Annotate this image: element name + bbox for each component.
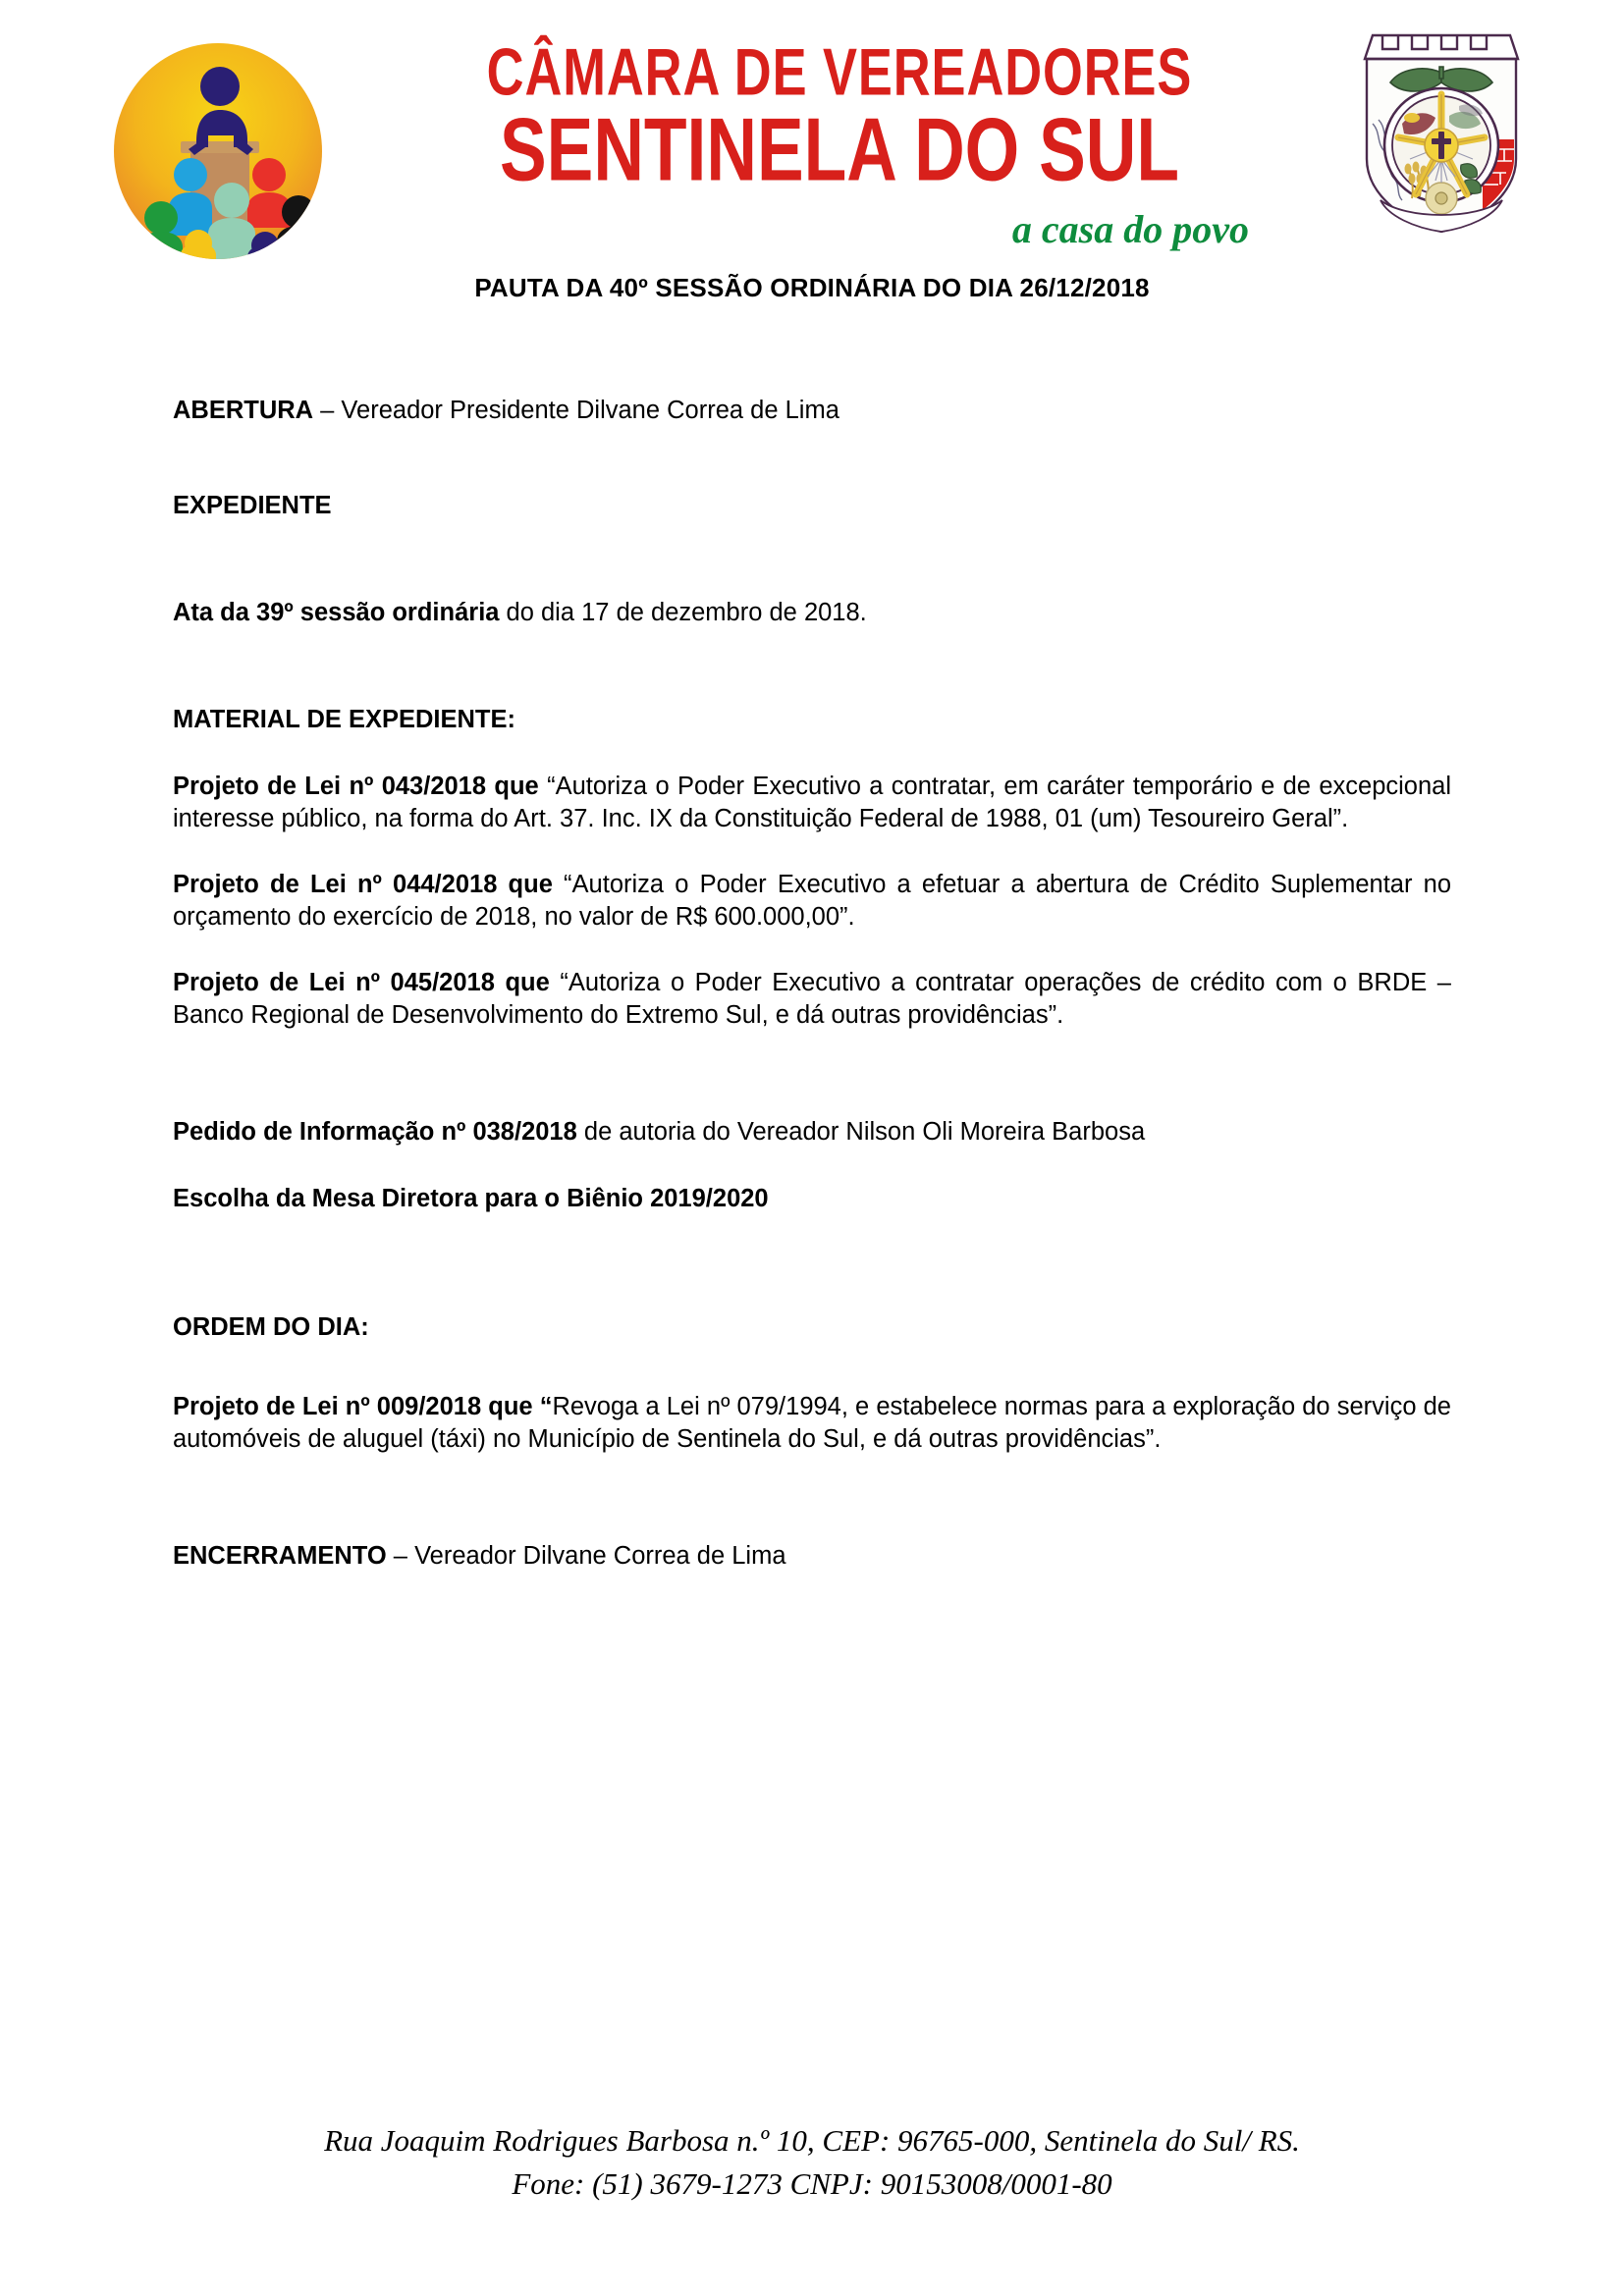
projeto-lei-045-text: “Autoriza o Poder Executivo a contratar operações de crédito com o BRDE – Banco Regional de Desenvolvimento do Extremo Sul, e dá outras providências”. <box>173 969 1451 1030</box>
document-footer <box>0 2119 1624 2206</box>
abertura-label: ABERTURA <box>173 397 314 424</box>
wordmark-line-camara: CÂMARA DE VEREADORES <box>486 35 1193 110</box>
encerramento-paragraph <box>173 1540 1451 1573</box>
projeto-lei-043-label: Projeto de Lei nº 043/2018 que <box>173 772 539 800</box>
projeto-lei-009 <box>173 1391 1451 1456</box>
ata-paragraph <box>173 597 1451 629</box>
pedido-informacao-038-text: de autoria do Vereador Nilson Oli Moreira Barbosa <box>576 1118 1146 1147</box>
projeto-lei-045 <box>173 967 1451 1032</box>
escolha-mesa-diretora <box>173 1183 1451 1215</box>
camara-logo-icon <box>86 26 350 259</box>
material-expediente-heading <box>173 704 1451 736</box>
encerramento-label: ENCERRAMENTO <box>173 1542 387 1571</box>
projeto-lei-043-text: “Autoriza o Poder Executivo a contratar, em caráter temporário e de excepcional interesse público, na forma do Art. 37. Inc. IX da Constituição Federal de 1988, 01 (um) Tesoureiro Geral”. <box>173 772 1452 832</box>
pedido-informacao-038-label: Pedido de Informação nº 038/2018 <box>173 1118 577 1147</box>
page-title: PAUTA DA 40º SESSÃO ORDINÁRIA DO DIA 26/12/2018 <box>474 273 1150 302</box>
footer-contact-line: Fone: (51) 3679-1273 CNPJ: 90153008/0001-80 <box>512 2165 1112 2201</box>
projeto-lei-044-label: Projeto de Lei nº 044/2018 que <box>173 870 553 898</box>
projeto-lei-044 <box>173 869 1451 934</box>
document-body <box>173 332 1451 1573</box>
ata-label: Ata da 39º sessão ordinária <box>173 599 500 627</box>
abertura-paragraph <box>173 395 1451 427</box>
ordem-do-dia-label: ORDEM DO DIA: <box>173 1312 369 1341</box>
projeto-lei-043 <box>173 771 1451 835</box>
footer-address-line: Rua Joaquim Rodrigues Barbosa n.º 10, CEP: 96765-000, Sentinela do Sul/ RS. <box>324 2122 1300 2158</box>
header-wordmark <box>412 35 1267 252</box>
expediente-heading-label: EXPEDIENTE <box>173 492 332 520</box>
projeto-lei-009-label: Projeto de Lei nº 009/2018 que “ <box>173 1392 553 1420</box>
projeto-lei-044-text: “Autoriza o Poder Executivo a efetuar a abertura de Crédito Suplementar no orçamento do exercício de 2018, no valor de R$ 600.000,00”. <box>173 870 1451 931</box>
ordem-do-dia-heading <box>173 1311 1451 1344</box>
projeto-lei-045-label: Projeto de Lei nº 045/2018 que <box>173 969 550 997</box>
encerramento-text: – Vereador Dilvane Correa de Lima <box>386 1542 786 1571</box>
brasao-icon <box>1351 22 1532 236</box>
wordmark-line-sentinela: SENTINELA DO SUL <box>500 100 1179 201</box>
ata-text: do dia 17 de dezembro de 2018. <box>499 599 867 627</box>
wordmark-tagline: a casa do povo <box>1011 207 1249 252</box>
expediente-heading <box>173 490 1451 522</box>
escolha-mesa-diretora-label: Escolha da Mesa Diretora para o Biênio 2019/2020 <box>173 1184 769 1212</box>
abertura-text: – Vereador Presidente Dilvane Correa de Lima <box>313 397 839 424</box>
pedido-informacao-038 <box>173 1116 1451 1148</box>
material-expediente-label: MATERIAL DE EXPEDIENTE: <box>173 706 516 734</box>
projeto-lei-009-text: Revoga a Lei nº 079/1994, e estabelece normas para a exploração do serviço de automóveis de aluguel (táxi) no Município de Sentinela do Sul, e dá outras providências”. <box>173 1392 1451 1453</box>
document-header <box>0 0 1624 263</box>
